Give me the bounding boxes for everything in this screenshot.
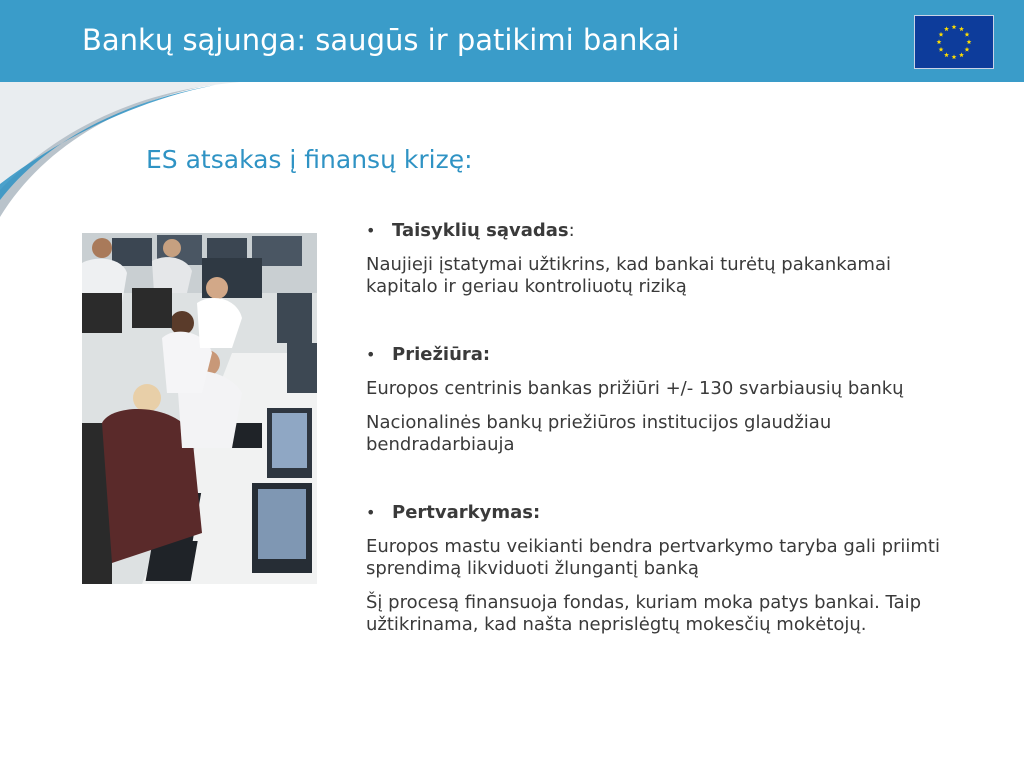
eu-flag-star	[944, 26, 949, 31]
bullet-heading	[366, 344, 966, 366]
section-title: Pertvarkymas:	[392, 502, 541, 523]
office-traders-photo	[82, 233, 317, 584]
eu-flag-star	[959, 26, 964, 31]
eu-flag-star	[959, 52, 964, 57]
bullet-icon: •	[366, 221, 376, 240]
section-paragraph: Nacionalinės bankų priežiūros institucijos glaudžiau bendradarbiauja	[366, 412, 832, 455]
eu-flag-star	[967, 39, 972, 44]
bullet-icon: •	[366, 503, 376, 522]
section-resolution	[366, 502, 966, 636]
section-supervision	[366, 344, 966, 456]
section-title-suffix: :	[568, 220, 575, 241]
eu-flag-star	[939, 32, 944, 37]
header-bar	[0, 0, 1024, 82]
eu-flag-icon	[914, 15, 994, 69]
eu-flag-star	[944, 52, 949, 57]
section-paragraph: Naujieji įstatymai užtikrins, kad bankai turėtų pakankamai kapitalo ir geriau kontroliuotų riziką	[366, 254, 891, 297]
slide-subtitle: ES atsakas į finansų krizę:	[146, 145, 473, 174]
eu-flag-star	[937, 39, 942, 44]
section-rulebook	[366, 220, 966, 298]
eu-flag-star	[965, 32, 970, 37]
bullet-heading	[366, 502, 966, 524]
section-title: Taisyklių sąvadas	[392, 220, 569, 241]
bullet-icon: •	[366, 345, 376, 364]
eu-flag-star	[952, 24, 957, 29]
eu-flag-star	[965, 47, 970, 52]
content-list	[366, 220, 966, 648]
section-paragraph: Šį procesą finansuoja fondas, kuriam moka patys bankai. Taip užtikrinama, kad našta neprislėgtų mokesčių mokėtojų.	[366, 592, 922, 635]
section-paragraph: Europos centrinis bankas prižiūri +/- 130 svarbiausių bankų	[366, 378, 904, 399]
eu-flag-star	[939, 47, 944, 52]
section-paragraph: Europos mastu veikianti bendra pertvarkymo taryba gali priimti sprendimą likviduoti žlungantį banką	[366, 536, 940, 579]
bullet-heading	[366, 220, 966, 242]
eu-flag-stars	[915, 16, 993, 68]
eu-flag-star	[952, 54, 957, 59]
office-photo-illustration	[82, 233, 317, 584]
slide-title: Bankų sąjunga: saugūs ir patikimi bankai	[82, 23, 680, 57]
section-title: Priežiūra:	[392, 344, 491, 365]
